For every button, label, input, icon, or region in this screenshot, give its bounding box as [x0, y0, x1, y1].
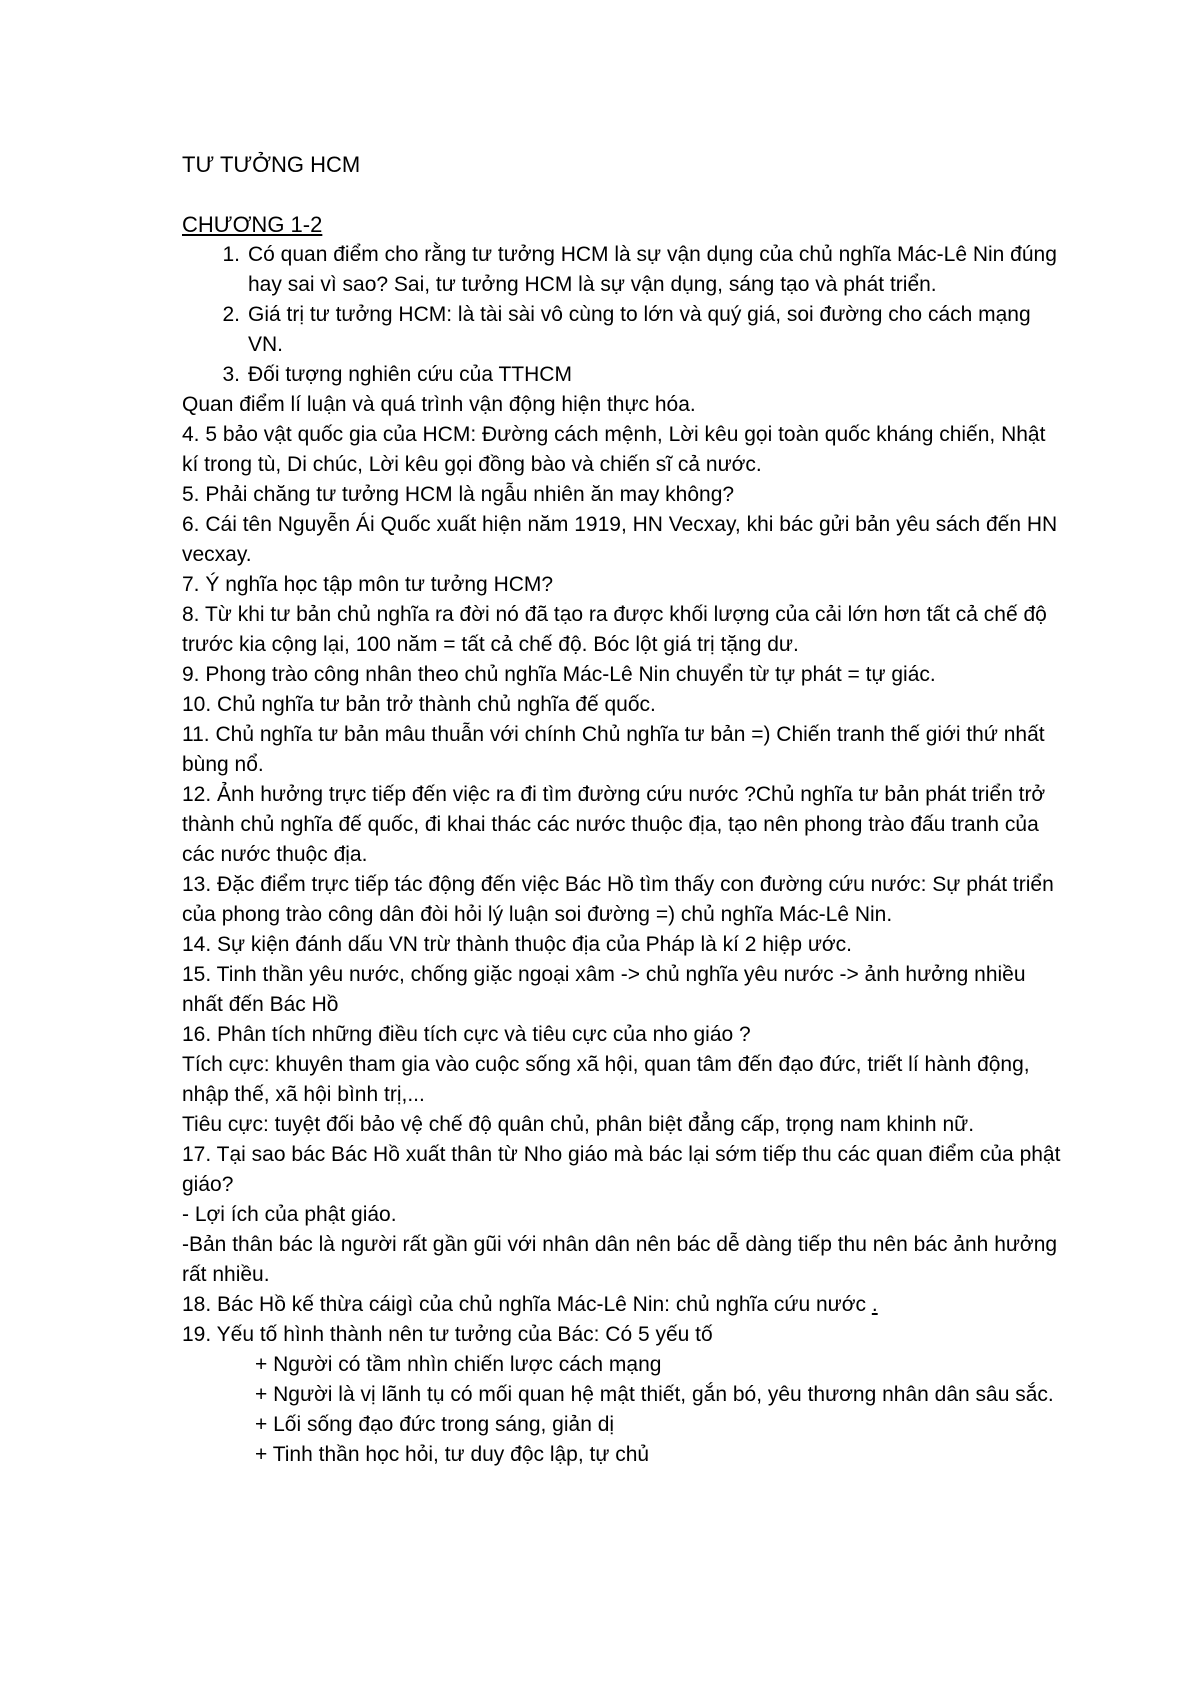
list-item-number: 3.	[222, 363, 240, 386]
paragraph: 8. Từ khi tư bản chủ nghĩa ra đời nó đã tạo ra được khối lượng của cải lớn hơn tất cả chế độ trước kia cộng lại, 100 năm = tất cả chế độ. Bóc lột giá trị tặng dư.	[182, 603, 1047, 656]
list-item-text: Đối tượng nghiên cứu của TTHCM	[248, 363, 572, 386]
chapter-heading: CHƯƠNG 1-2	[182, 212, 323, 237]
paragraph: 11. Chủ nghĩa tư bản mâu thuẫn với chính Chủ nghĩa tư bản =) Chiến tranh thế giới thứ nhất bùng nổ.	[182, 723, 1045, 776]
paragraph: 16. Phân tích những điều tích cực và tiêu cực của nho giáo ?	[182, 1023, 751, 1046]
paragraph: 17. Tại sao bác Bác Hồ xuất thân từ Nho giáo mà bác lại sớm tiếp thu các quan điểm của phật giáo?	[182, 1143, 1061, 1196]
paragraph: 7. Ý nghĩa học tập môn tư tưởng HCM?	[182, 573, 554, 596]
paragraph: Quan điểm lí luận và quá trình vận động hiện thực hóa.	[182, 393, 696, 416]
paragraph: Tích cực: khuyên tham gia vào cuộc sống xã hội, quan tâm đến đạo đức, triết lí hành động, nhập thế, xã hội bình trị,...	[182, 1053, 1030, 1106]
factor-item: + Người có tầm nhìn chiến lược cách mạng	[255, 1353, 662, 1376]
paragraph: 14. Sự kiện đánh dấu VN trừ thành thuộc địa của Pháp là kí 2 hiệp ước.	[182, 933, 853, 956]
document-body	[182, 150, 1062, 1470]
paragraph: 10. Chủ nghĩa tư bản trở thành chủ nghĩa đế quốc.	[182, 693, 656, 716]
document-title: TƯ TƯỞNG HCM	[182, 152, 361, 177]
list-item	[182, 300, 1062, 360]
paragraph: 6. Cái tên Nguyễn Ái Quốc xuất hiện năm 1919, HN Vecxay, khi bác gửi bản yêu sách đến HN vecxay.	[182, 513, 1058, 566]
list-item	[182, 240, 1062, 300]
paragraph: 5. Phải chăng tư tưởng HCM là ngẫu nhiên ăn may không?	[182, 483, 735, 506]
list-item-text: Có quan điểm cho rằng tư tưởng HCM là sự vận dụng của chủ nghĩa Mác-Lê Nin đúng hay sai vì sao? Sai, tư tưởng HCM là sự vận dụng, sáng tạo và phát triển.	[248, 243, 1057, 296]
paragraph-item-19: 19. Yếu tố hình thành nên tư tưởng của Bác: Có 5 yếu tố	[182, 1323, 713, 1346]
paragraph: 13. Đặc điểm trực tiếp tác động đến việc Bác Hồ tìm thấy con đường cứu nước: Sự phát triển của phong trào công dân đòi hỏi lý luận soi đường =) chủ nghĩa Mác-Lê Nin.	[182, 873, 1054, 926]
factor-item: + Lối sống đạo đức trong sáng, giản dị	[255, 1413, 615, 1436]
paragraph: 9. Phong trào công nhân theo chủ nghĩa Mác-Lê Nin chuyển từ tự phát = tự giác.	[182, 663, 936, 686]
numbered-list	[182, 240, 1062, 390]
factor-item: + Tinh thần học hỏi, tư duy độc lập, tự chủ	[255, 1443, 650, 1466]
list-item-number: 2.	[222, 303, 240, 326]
factor-item: + Người là vị lãnh tụ có mối quan hệ mật thiết, gắn bó, yêu thương nhân dân sâu sắc.	[255, 1383, 1054, 1406]
item-18-mark: .	[871, 1293, 878, 1316]
paragraph: 15. Tinh thần yêu nước, chống giặc ngoại xâm -> chủ nghĩa yêu nước -> ảnh hưởng nhiều nhất đến Bác Hồ	[182, 963, 1026, 1016]
list-item-number: 1.	[222, 243, 240, 266]
paragraph-item-18	[182, 1290, 1062, 1320]
item-18-text: 18. Bác Hồ kế thừa cáigì của chủ nghĩa Mác-Lê Nin: chủ nghĩa cứu nước	[182, 1293, 872, 1316]
paragraph: 4. 5 bảo vật quốc gia của HCM: Đường cách mệnh, Lời kêu gọi toàn quốc kháng chiến, Nhật kí trong tù, Di chúc, Lời kêu gọi đồng bào và chiến sĩ cả nước.	[182, 423, 1046, 476]
paragraph: - Lợi ích của phật giáo.	[182, 1203, 397, 1226]
paragraph: 12. Ảnh hưởng trực tiếp đến việc ra đi tìm đường cứu nước ?Chủ nghĩa tư bản phát triển trở thành chủ nghĩa đế quốc, đi khai thác các nước thuộc địa, tạo nên phong trào đấu tranh của các nước thuộc địa.	[182, 783, 1046, 866]
paragraph: Tiêu cực: tuyệt đối bảo vệ chế độ quân chủ, phân biệt đẳng cấp, trọng nam khinh nữ.	[182, 1113, 975, 1136]
paragraph: -Bản thân bác là người rất gần gũi với nhân dân nên bác dễ dàng tiếp thu nên bác ảnh hưởng rất nhiều.	[182, 1233, 1058, 1286]
list-item-text: Giá trị tư tưởng HCM: là tài sài vô cùng to lớn và quý giá, soi đường cho cách mạng VN.	[248, 303, 1031, 356]
list-item	[182, 360, 1062, 390]
